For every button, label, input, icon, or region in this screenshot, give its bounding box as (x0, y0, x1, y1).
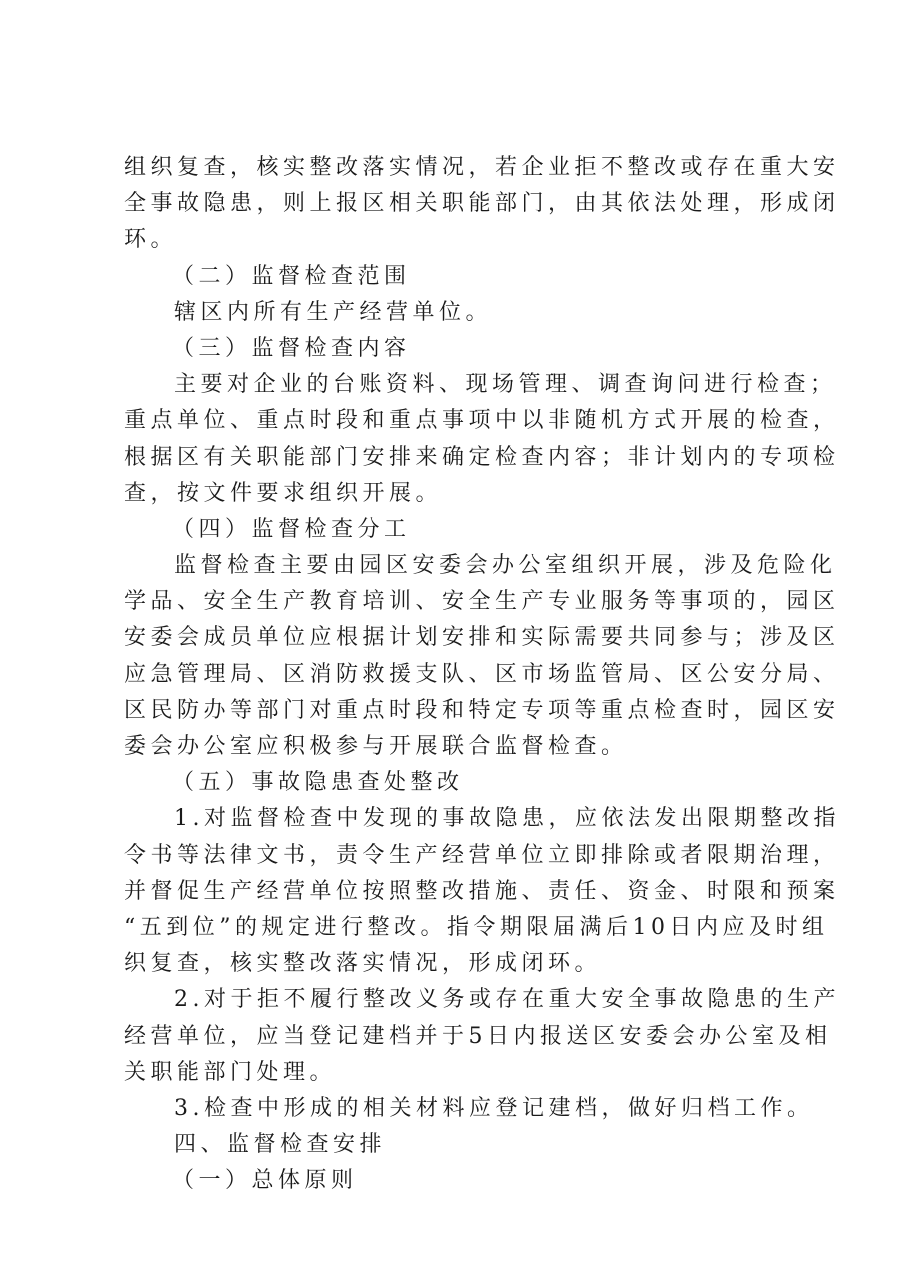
paragraph-line: 经营单位，应当登记建档并于5日内报送区安委会办公室及相 (124, 1023, 832, 1049)
paragraph-line: 环。 (124, 227, 178, 253)
paragraph-line: 安委会成员单位应根据计划安排和实际需要共同参与；涉及区 (124, 625, 840, 651)
paragraph-line: 织复查，核实整改落实情况，形成闭环。 (124, 951, 602, 977)
document-body (124, 150, 840, 1199)
paragraph-line: 辖区内所有生产经营单位。 (174, 299, 493, 325)
paragraph-line: 应急管理局、区消防救援支队、区市场监管局、区公安分局、 (124, 661, 840, 687)
paragraph-line: 委会办公室应积极参与开展联合监督检查。 (124, 734, 628, 759)
paragraph-line: 并督促生产经营单位按照整改措施、责任、资金、时限和预案 (124, 878, 840, 904)
paragraph-line: 1.对监督检查中发现的事故隐患，应依法发出限期整改指 (174, 806, 840, 832)
paragraph-line: 3.检查中形成的相关材料应登记建档，做好归档工作。 (174, 1095, 814, 1121)
paragraph-line: 学品、安全生产教育培训、安全生产专业服务等事项的，园区 (124, 589, 840, 615)
paragraph-line: 关职能部门处理。 (124, 1059, 337, 1085)
section-heading: （三）监督检查内容 (172, 335, 411, 361)
paragraph-line: 监督检查主要由园区安委会办公室组织开展，涉及危险化 (174, 553, 837, 579)
section-heading: （一）总体原则 (172, 1168, 358, 1194)
paragraph-line: 令书等法律文书，责令生产经营单位立即排除或者限期治理， (124, 842, 840, 868)
paragraph-line: 全事故隐患，则上报区相关职能部门，由其依法处理，形成闭 (124, 191, 840, 217)
section-heading: （二）监督检查范围 (172, 263, 411, 289)
paragraph-line: 根据区有关职能部门安排来确定检查内容；非计划内的专项检 (124, 444, 840, 470)
section-heading: （五）事故隐患查处整改 (172, 770, 464, 796)
paragraph-line: 区民防办等部门对重点时段和特定专项等重点检查时，园区安 (124, 697, 840, 723)
paragraph-line: 2.对于拒不履行整改义务或存在重大安全事故隐患的生产 (174, 987, 840, 1013)
section-heading: （四）监督检查分工 (172, 516, 411, 542)
paragraph-line: 重点单位、重点时段和重点事项中以非随机方式开展的检查， (124, 408, 840, 434)
paragraph-line: 查，按文件要求组织开展。 (124, 480, 443, 506)
paragraph-line: “五到位”的规定进行整改。指令期限届满后10日内应及时组 (124, 914, 829, 940)
section-heading: 四、监督检查安排 (174, 1132, 387, 1158)
paragraph-line: 组织复查，核实整改落实情况，若企业拒不整改或存在重大安 (124, 155, 840, 180)
paragraph-line: 主要对企业的台账资料、现场管理、调查询问进行检查； (174, 372, 837, 398)
